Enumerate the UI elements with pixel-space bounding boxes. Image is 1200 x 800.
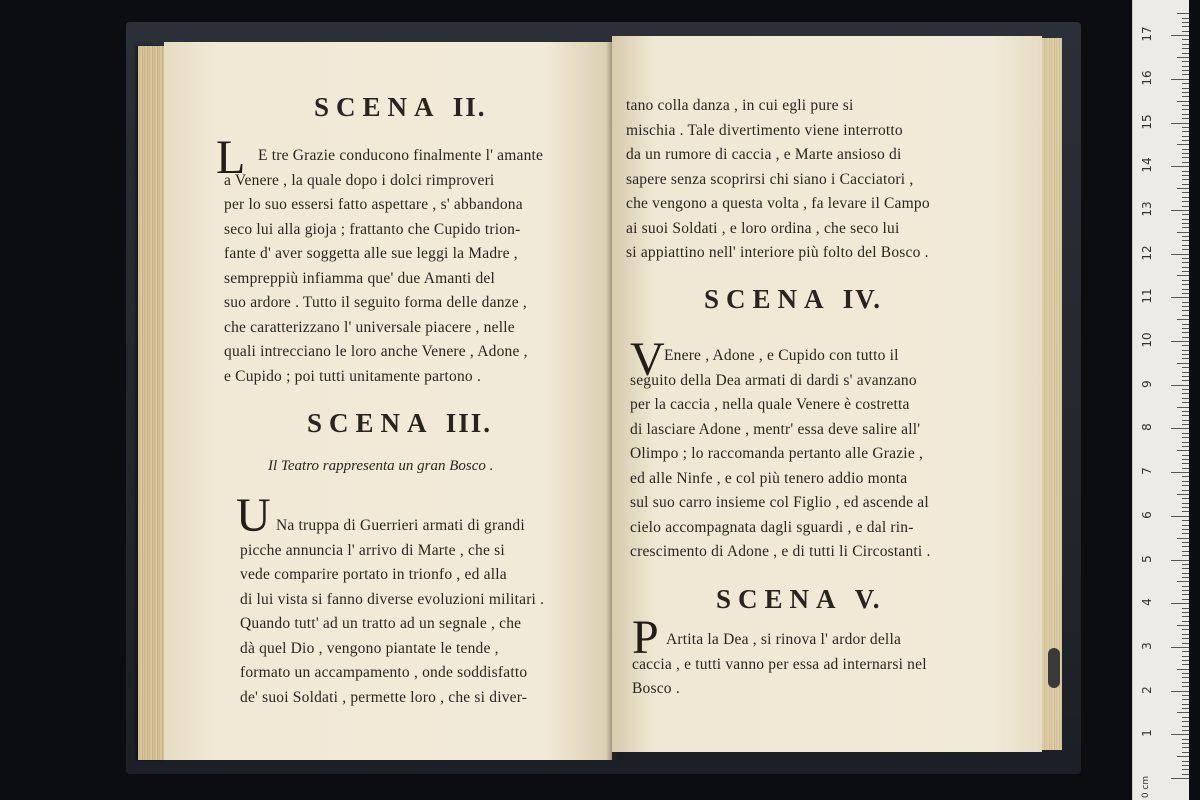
text-line: ai suoi Soldati , e loro ordina , che seco lui [626, 219, 900, 237]
ruler-tick [1182, 476, 1189, 477]
ruler-number: 9 [1140, 379, 1154, 388]
book-clip [1048, 648, 1060, 688]
ruler-tick [1182, 315, 1189, 316]
ruler-tick [1171, 516, 1189, 517]
text-line: dà quel Dio , vengono piantate le tende , [240, 639, 499, 657]
ruler-tick [1182, 599, 1189, 600]
text-line: a Venere , la quale dopo i dolci rimproveri [224, 171, 495, 189]
ruler-tick [1182, 459, 1189, 460]
ruler-tick [1171, 254, 1189, 255]
stage-direction: Il Teatro rappresenta un gran Bosco . [268, 458, 494, 474]
ruler-tick [1177, 188, 1189, 189]
heading-label: SCENA [307, 408, 433, 438]
ruler-tick [1182, 337, 1189, 338]
ruler-tick [1182, 485, 1189, 486]
ruler-tick [1182, 262, 1189, 263]
ruler-tick [1182, 752, 1189, 753]
ruler-tick [1182, 420, 1189, 421]
ruler-tick [1182, 328, 1189, 329]
ruler-tick [1182, 726, 1189, 727]
ruler-tick [1182, 88, 1189, 89]
ruler-tick [1182, 747, 1189, 748]
ruler-tick [1171, 79, 1189, 80]
ruler-number: 4 [1140, 598, 1154, 607]
ruler-tick [1182, 411, 1189, 412]
text-line: de' suoi Soldati , permette loro , che si diver- [240, 688, 528, 706]
ruler-tick [1182, 677, 1189, 678]
ruler-tick [1171, 647, 1189, 648]
text-line: caccia , e tutti vanno per essa ad internarsi nel [632, 655, 927, 673]
ruler-tick [1182, 74, 1189, 75]
ruler-tick [1182, 18, 1189, 19]
page-edges-left [138, 46, 164, 760]
ruler-tick [1182, 227, 1189, 228]
ruler-tick [1182, 324, 1189, 325]
ruler-tick [1177, 144, 1189, 145]
ruler-tick [1177, 756, 1189, 757]
ruler-tick [1182, 455, 1189, 456]
ruler-tick [1182, 184, 1189, 185]
text-line: sul suo carro insieme col Figlio , ed ascende al [630, 494, 929, 511]
ruler-tick [1182, 551, 1189, 552]
ruler-number: 2 [1140, 685, 1154, 694]
ruler-tick [1182, 468, 1189, 469]
text-line: per la caccia , nella quale Venere è costretta [630, 396, 910, 413]
ruler-tick [1171, 560, 1189, 561]
ruler-tick [1182, 503, 1189, 504]
ruler-tick [1182, 66, 1189, 67]
ruler-tick [1182, 682, 1189, 683]
heading-number: V. [854, 584, 882, 614]
text-line: E tre Grazie conducono finalmente l' amante [258, 147, 544, 164]
ruler-tick [1182, 612, 1189, 613]
ruler-tick [1182, 660, 1189, 661]
text-line: cielo accompagnata dagli sguardi , e dal rin- [630, 518, 914, 536]
ruler-tick [1182, 249, 1189, 250]
text-line: seco lui alla gioja ; frattanto che Cupido trion- [224, 220, 521, 238]
ruler-tick [1177, 319, 1189, 320]
heading-scena-iv [704, 284, 882, 315]
ruler-number: 6 [1140, 510, 1154, 519]
ruler-tick [1177, 101, 1189, 102]
ruler-tick [1177, 450, 1189, 451]
text-line: fante d' aver soggetta alle sue leggi la Madre , [224, 245, 518, 262]
ruler-tick [1182, 127, 1189, 128]
text-line: tano colla danza , in cui egli pure si [626, 97, 854, 114]
ruler-tick [1177, 232, 1189, 233]
ruler-tick [1182, 140, 1189, 141]
text-line: suo ardore . Tutto il seguito forma delle danze , [224, 294, 527, 311]
ruler-tick [1182, 332, 1189, 333]
ruler-tick [1177, 494, 1189, 495]
text-line: ed alle Ninfe , e col più tenero addio monta [630, 469, 908, 487]
ruler-tick [1182, 634, 1189, 635]
ruler-tick [1171, 210, 1189, 211]
drop-cap-l: L [216, 131, 246, 184]
text-line: Olimpo ; lo raccomanda pertanto alle Grazie , [630, 445, 924, 462]
text-line: Quando tutt' ad un tratto ad un segnale , che [240, 615, 522, 632]
text-line: e Cupido ; poi tutti unitamente partono . [224, 367, 482, 385]
paragraph-continuation [626, 94, 930, 266]
ruler-tick [1171, 123, 1189, 124]
ruler-tick [1182, 280, 1189, 281]
ruler-tick [1171, 297, 1189, 298]
ruler-tick [1182, 643, 1189, 644]
ruler-number: 14 [1140, 157, 1154, 173]
ruler-tick [1182, 769, 1189, 770]
ruler-tick [1177, 669, 1189, 670]
text-line: vede comparire portato in trionfo , ed alla [240, 566, 507, 583]
ruler-tick [1182, 651, 1189, 652]
ruler-tick [1182, 424, 1189, 425]
heading-scena-v [716, 584, 882, 615]
ruler-tick [1182, 542, 1189, 543]
ruler-tick [1182, 520, 1189, 521]
ruler-tick [1182, 61, 1189, 62]
text-line: mischia . Tale divertimento viene interrotto [626, 121, 903, 139]
ruler-tick [1182, 708, 1189, 709]
ruler-tick [1182, 686, 1189, 687]
drop-cap-v: V [630, 333, 665, 386]
ruler-tick [1171, 35, 1189, 36]
ruler-tick [1177, 13, 1189, 14]
ruler-tick [1182, 114, 1189, 115]
ruler-tick [1182, 284, 1189, 285]
ruler-number: 16 [1140, 70, 1154, 86]
ruler-tick [1171, 428, 1189, 429]
ruler-tick [1182, 507, 1189, 508]
ruler-tick [1182, 490, 1189, 491]
ruler-number: 15 [1140, 113, 1154, 130]
ruler-tick [1182, 175, 1189, 176]
ruler-tick [1182, 629, 1189, 630]
left-page [164, 42, 612, 760]
ruler-tick [1182, 201, 1189, 202]
ruler-tick [1182, 673, 1189, 674]
ruler-tick [1182, 437, 1189, 438]
ruler-tick [1182, 96, 1189, 97]
ruler-tick [1177, 363, 1189, 364]
ruler-tick [1182, 162, 1189, 163]
heading-label: SCENA [716, 584, 842, 614]
paragraph-scena-iv [630, 344, 931, 565]
ruler-tick [1171, 166, 1189, 167]
ruler-tick [1182, 118, 1189, 119]
ruler-tick [1171, 603, 1189, 604]
ruler-tick [1182, 70, 1189, 71]
ruler-tick [1182, 393, 1189, 394]
ruler-tick [1182, 109, 1189, 110]
ruler-tick [1182, 656, 1189, 657]
ruler-tick [1182, 616, 1189, 617]
ruler-tick [1182, 511, 1189, 512]
ruler-tick [1182, 564, 1189, 565]
ruler-tick [1182, 31, 1189, 32]
paragraph-scena-ii [224, 144, 543, 389]
ruler-tick [1182, 302, 1189, 303]
ruler-tick [1182, 367, 1189, 368]
ruler-tick [1171, 734, 1189, 735]
ruler-number: 12 [1140, 244, 1154, 261]
ruler-tick [1182, 206, 1189, 207]
ruler-tick [1182, 39, 1189, 40]
ruler-tick [1182, 157, 1189, 158]
ruler-tick [1177, 625, 1189, 626]
ruler-tick [1182, 761, 1189, 762]
ruler-tick [1182, 717, 1189, 718]
page-edges-right [1040, 38, 1062, 750]
ruler-tick [1177, 275, 1189, 276]
ruler-tick [1182, 240, 1189, 241]
ruler-tick [1182, 525, 1189, 526]
ruler-tick [1182, 695, 1189, 696]
ruler-tick [1182, 26, 1189, 27]
text-line: di lui vista si fanno diverse evoluzioni militari . [240, 590, 545, 608]
ruler-tick [1177, 712, 1189, 713]
text-line: di lasciare Adone , mentr' essa deve salire all' [630, 420, 921, 438]
drop-cap-u: U [236, 489, 271, 542]
ruler-tick [1182, 153, 1189, 154]
ruler-tick [1182, 92, 1189, 93]
ruler-tick [1171, 385, 1189, 386]
ruler-tick [1182, 699, 1189, 700]
ruler-tick [1171, 472, 1189, 473]
text-line: seguito della Dea armati di dardi s' avanzano [630, 371, 917, 389]
ruler-unit-label: 0 cm [1141, 775, 1152, 799]
text-line: Enere , Adone , e Cupido con tutto il [664, 347, 899, 364]
ruler-tick [1182, 293, 1189, 294]
heading-scena-ii [314, 92, 487, 123]
ruler-tick [1182, 105, 1189, 106]
text-line: picche annuncia l' arrivo di Marte , che si [240, 541, 505, 559]
ruler-tick [1182, 389, 1189, 390]
measurement-ruler [1132, 0, 1189, 800]
right-page [612, 36, 1042, 752]
ruler-number: 17 [1140, 26, 1154, 42]
ruler-tick [1182, 149, 1189, 150]
heading-label: SCENA [314, 92, 440, 122]
ruler-tick [1182, 415, 1189, 416]
ruler-tick [1182, 310, 1189, 311]
ruler-tick [1182, 463, 1189, 464]
ruler-tick [1182, 586, 1189, 587]
ruler-tick [1182, 664, 1189, 665]
ruler-tick [1182, 546, 1189, 547]
ruler-tick [1177, 407, 1189, 408]
ruler-number: 11 [1140, 288, 1154, 304]
ruler-tick [1171, 341, 1189, 342]
ruler-tick [1182, 289, 1189, 290]
ruler-number: 1 [1140, 729, 1154, 738]
ruler-tick [1182, 345, 1189, 346]
ruler-tick [1182, 197, 1189, 198]
ruler-tick [1182, 498, 1189, 499]
ruler-tick [1182, 53, 1189, 54]
ruler-tick [1182, 568, 1189, 569]
heading-number: III. [445, 408, 493, 438]
ruler-tick [1182, 577, 1189, 578]
heading-number: II. [452, 92, 487, 122]
ruler-tick [1182, 267, 1189, 268]
ruler-tick [1182, 136, 1189, 137]
paragraph-scena-v [632, 628, 927, 702]
ruler-tick [1171, 691, 1189, 692]
text-line: crescimento di Adone , e di tutti li Circostanti . [630, 543, 931, 560]
ruler-tick [1182, 372, 1189, 373]
ruler-tick [1182, 402, 1189, 403]
ruler-number: 10 [1140, 332, 1154, 348]
heading-scena-iii [307, 408, 492, 439]
ruler-tick [1182, 739, 1189, 740]
ruler-tick [1182, 179, 1189, 180]
ruler-tick [1182, 743, 1189, 744]
text-line: sapere senza scoprirsi chi siano i Cacciatori , [626, 170, 914, 188]
ruler-tick [1182, 774, 1189, 775]
ruler-tick [1182, 608, 1189, 609]
ruler-tick [1182, 573, 1189, 574]
ruler-tick [1177, 57, 1189, 58]
ruler-tick [1182, 533, 1189, 534]
ruler-tick [1182, 22, 1189, 23]
ruler-tick [1182, 214, 1189, 215]
ruler-tick [1182, 358, 1189, 359]
text-line: Na truppa di Guerrieri armati di grandi [276, 517, 525, 534]
ruler-tick [1182, 44, 1189, 45]
ruler-tick [1182, 529, 1189, 530]
ruler-tick [1182, 354, 1189, 355]
ruler-tick [1177, 538, 1189, 539]
text-line: sempreppiù infiamma que' due Amanti del [224, 269, 496, 287]
text-line: formato un accampamento , onde soddisfatto [240, 664, 528, 681]
ruler-tick [1182, 638, 1189, 639]
text-line: quali intrecciano le loro anche Venere , Adone , [224, 343, 528, 360]
ruler-tick [1182, 83, 1189, 84]
ruler-tick [1182, 721, 1189, 722]
ruler-tick [1182, 223, 1189, 224]
paragraph-scena-iii [240, 514, 544, 710]
ruler-tick [1182, 446, 1189, 447]
text-line: Bosco . [632, 680, 680, 697]
text-line: per lo suo essersi fatto aspettare , s' abbandona [224, 196, 523, 213]
text-line: Artita la Dea , si rinova l' ardor della [666, 631, 902, 648]
ruler-tick [1182, 258, 1189, 259]
ruler-tick [1182, 398, 1189, 399]
ruler-tick [1182, 621, 1189, 622]
ruler-tick [1182, 594, 1189, 595]
ruler-tick [1177, 581, 1189, 582]
ruler-tick [1182, 192, 1189, 193]
ruler-number: 7 [1140, 467, 1154, 475]
ruler-tick [1182, 481, 1189, 482]
text-line: da un rumore di caccia , e Marte ansioso di [626, 146, 902, 163]
ruler-tick [1182, 171, 1189, 172]
ruler-tick [1182, 245, 1189, 246]
ruler-tick [1182, 376, 1189, 377]
ruler-tick [1182, 271, 1189, 272]
ruler-tick [1182, 590, 1189, 591]
text-line: che vengono a questa volta , fa levare il Campo [626, 195, 930, 212]
ruler-tick [1182, 555, 1189, 556]
ruler-tick [1182, 765, 1189, 766]
ruler-number: 3 [1140, 642, 1154, 650]
ruler-tick [1182, 433, 1189, 434]
ruler-tick [1182, 306, 1189, 307]
ruler-tick [1182, 131, 1189, 132]
ruler-tick [1171, 778, 1189, 779]
text-line: che caratterizzano l' universale piacere , nelle [224, 318, 515, 336]
ruler-tick [1182, 380, 1189, 381]
ruler-tick [1182, 442, 1189, 443]
ruler-number: 8 [1140, 423, 1154, 432]
drop-cap-p: P [632, 611, 659, 664]
ruler-tick [1182, 219, 1189, 220]
ruler-tick [1182, 236, 1189, 237]
ruler-tick [1182, 350, 1189, 351]
ruler-tick [1182, 704, 1189, 705]
ruler-tick [1182, 730, 1189, 731]
heading-number: IV. [842, 284, 883, 314]
text-line: si appiattino nell' interiore più folto del Bosco . [626, 244, 929, 261]
heading-label: SCENA [704, 284, 830, 314]
ruler-number: 13 [1140, 201, 1154, 217]
ruler-number: 5 [1140, 554, 1154, 563]
ruler-tick [1182, 48, 1189, 49]
